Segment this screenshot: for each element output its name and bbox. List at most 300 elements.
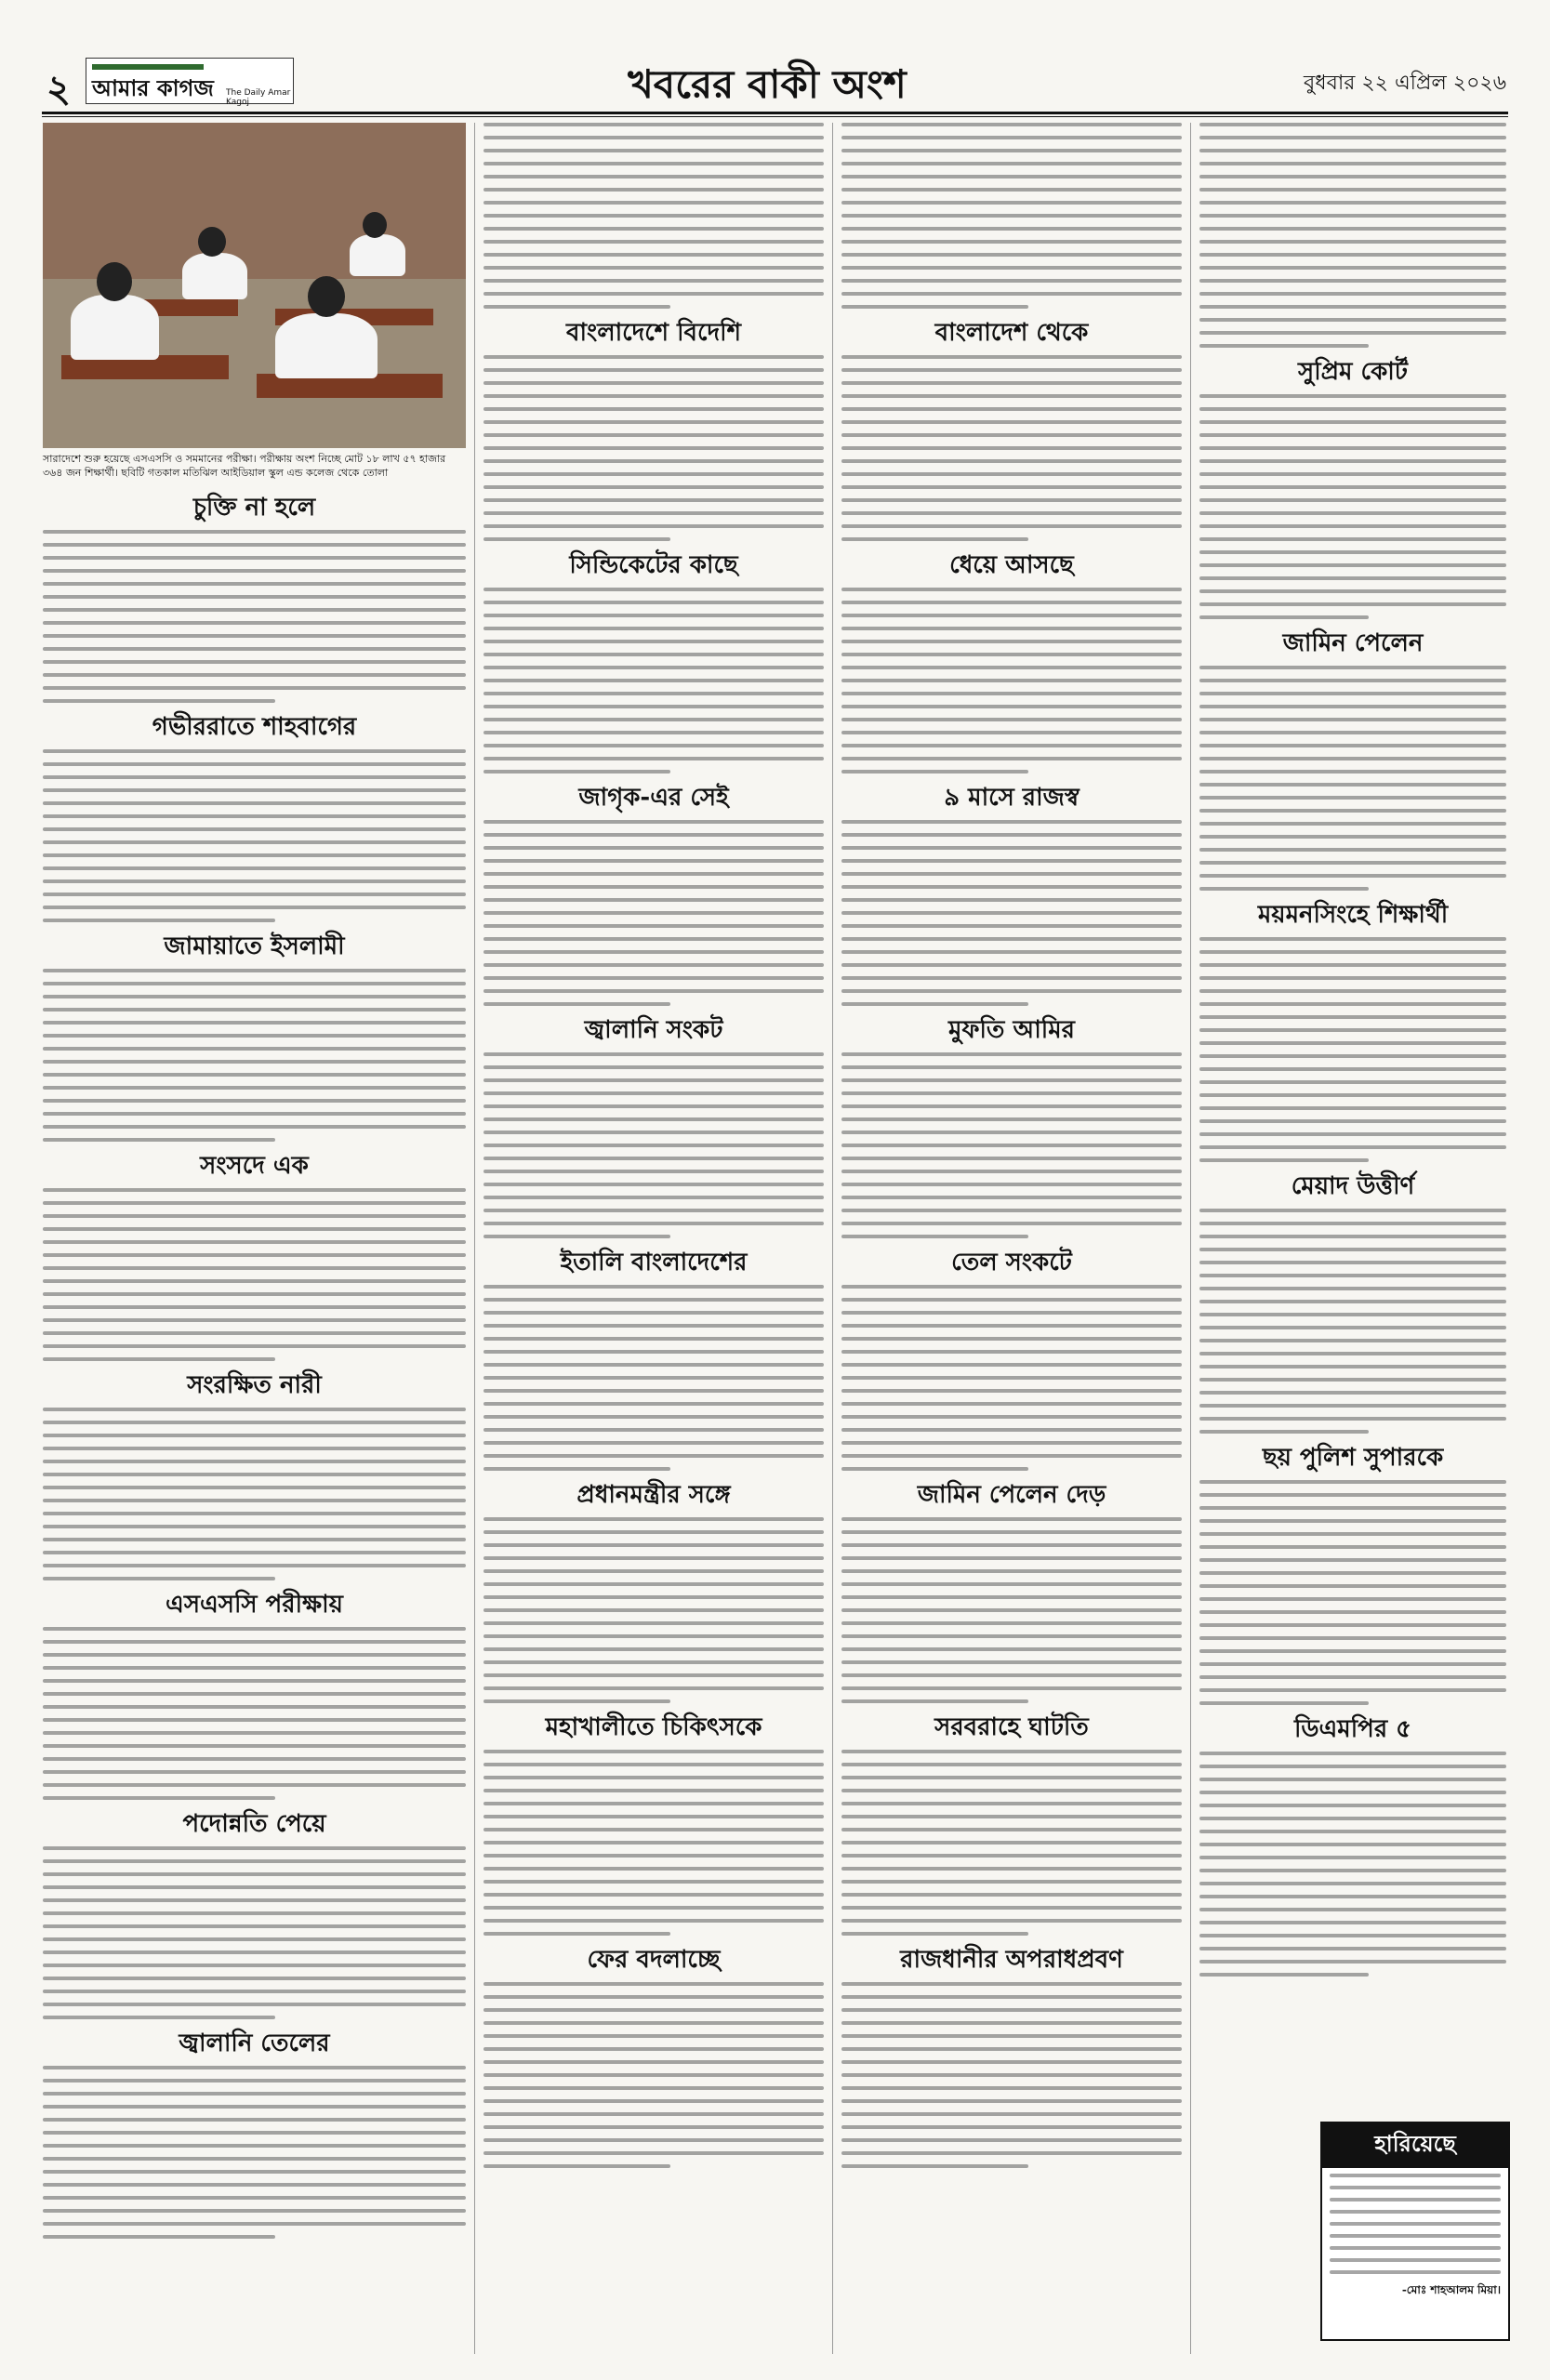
- text-line: [484, 1750, 824, 1753]
- text-line: [1199, 1830, 1506, 1833]
- article-column: [841, 123, 1182, 2354]
- text-line: [484, 627, 824, 630]
- article-text-lines: [1199, 666, 1506, 891]
- text-line: [841, 446, 1182, 450]
- article-headline: এসএসসি পরীক্ষায়: [166, 1591, 343, 1619]
- text-line: [841, 1235, 1028, 1238]
- article-headline: পদোন্নতি পেয়ে: [182, 1810, 326, 1838]
- text-line: [484, 537, 670, 541]
- text-line: [841, 2047, 1182, 2051]
- text-line: [1330, 2234, 1501, 2238]
- article-headline: ময়মনসিংহে শিক্ষার্থী: [1257, 901, 1449, 929]
- article-headline: প্রধানমন্ত্রীর সঙ্গে: [576, 1481, 731, 1509]
- text-line: [1199, 1132, 1506, 1136]
- text-line: [1330, 2258, 1501, 2262]
- text-line: [43, 827, 466, 831]
- text-line: [841, 2034, 1182, 2038]
- text-line: [1330, 2210, 1501, 2214]
- text-line: [43, 1473, 466, 1476]
- text-line: [1199, 1222, 1506, 1225]
- text-line: [484, 1065, 824, 1069]
- article: [484, 1945, 824, 2168]
- text-line: [1199, 1649, 1506, 1653]
- article-text-lines: [841, 588, 1182, 774]
- text-line: [841, 1932, 1028, 1936]
- text-line: [841, 2151, 1182, 2155]
- text-line: [1199, 1636, 1506, 1640]
- text-line: [43, 1499, 466, 1502]
- text-line: [841, 1582, 1182, 1586]
- article: [841, 550, 1182, 774]
- text-line: [1199, 485, 1506, 489]
- text-line: [1199, 1480, 1506, 1484]
- text-line: [43, 2209, 466, 2213]
- text-line: [841, 744, 1182, 747]
- text-line: [1199, 989, 1506, 993]
- text-line: [43, 1731, 466, 1735]
- text-line: [1199, 1041, 1506, 1045]
- text-line: [841, 1117, 1182, 1121]
- article-text-lines: [841, 1517, 1182, 1703]
- text-line: [484, 1222, 824, 1225]
- text-line: [1199, 1908, 1506, 1911]
- text-line: [43, 1783, 466, 1787]
- text-line: [43, 1757, 466, 1761]
- text-line: [43, 2105, 466, 2109]
- text-line: [1199, 731, 1506, 734]
- text-line: [43, 1421, 466, 1424]
- text-line: [841, 1104, 1182, 1108]
- article-text-lines: [1199, 1752, 1506, 1977]
- text-line: [484, 188, 824, 192]
- text-line: [43, 569, 466, 573]
- article-text-lines: [43, 530, 466, 703]
- text-line: [43, 595, 466, 599]
- text-line: [484, 1660, 824, 1664]
- text-line: [484, 666, 824, 669]
- text-line: [841, 1906, 1182, 1910]
- article: [43, 1809, 466, 2019]
- photo-caption: সারাদেশে শুরু হয়েছে এসএসসি ও সমমানের পরীক্ষা। পরীক্ষায় অংশ নিচ্ছে মোট ১৮ লাখ ৫৭ হাজার ৩৬৪ জন শিক্ষার্থী। ছবিটি গতকাল মতিঝিল আইডিয়াল স্কুল এন্ড কলেজ থেকে তোলা: [43, 453, 446, 479]
- text-line: [484, 989, 824, 993]
- photo-student: [71, 295, 159, 360]
- text-line: [484, 950, 824, 954]
- text-line: [484, 2164, 670, 2168]
- text-line: [484, 420, 824, 424]
- text-line: [43, 2144, 466, 2148]
- text-line: [841, 833, 1182, 837]
- text-line: [1199, 887, 1369, 891]
- text-line: [43, 982, 466, 985]
- text-line: [43, 995, 466, 998]
- text-line: [484, 1144, 824, 1147]
- text-line: [43, 1679, 466, 1683]
- article: [1199, 357, 1506, 619]
- text-line: [43, 749, 466, 753]
- article-text-lines: [484, 123, 824, 309]
- article: [484, 123, 824, 309]
- text-line: [484, 859, 824, 863]
- text-line: [1199, 162, 1506, 165]
- text-line: [1199, 1973, 1369, 1977]
- column-divider: [474, 123, 475, 2354]
- text-line: [43, 1692, 466, 1696]
- text-line: [841, 1209, 1182, 1212]
- text-line: [1199, 305, 1506, 309]
- text-line: [841, 1311, 1182, 1315]
- text-line: [43, 762, 466, 766]
- text-line: [484, 2086, 824, 2090]
- text-line: [1199, 123, 1506, 126]
- text-line: [43, 2003, 466, 2006]
- text-line: [484, 924, 824, 928]
- text-line: [1199, 446, 1506, 450]
- article-text-lines: [484, 355, 824, 541]
- text-line: [43, 634, 466, 638]
- text-line: [484, 1995, 824, 1999]
- article-headline: মেয়াদ উত্তীর্ণ: [1291, 1172, 1415, 1200]
- text-line: [841, 1389, 1182, 1393]
- article: [484, 1015, 824, 1238]
- text-line: [43, 906, 466, 909]
- text-line: [1199, 253, 1506, 257]
- text-line: [841, 820, 1182, 824]
- text-line: [484, 1196, 824, 1199]
- article-column: [43, 483, 466, 2347]
- text-line: [841, 718, 1182, 721]
- text-line: [1199, 1752, 1506, 1755]
- text-line: [484, 2021, 824, 2025]
- text-line: [43, 1898, 466, 1902]
- text-line: [841, 679, 1182, 682]
- text-line: [1199, 576, 1506, 580]
- text-line: [841, 1854, 1182, 1858]
- text-line: [43, 2118, 466, 2122]
- text-line: [43, 1008, 466, 1012]
- text-line: [841, 2125, 1182, 2129]
- article: [484, 1712, 824, 1936]
- text-line: [484, 1363, 824, 1367]
- text-line: [43, 1796, 275, 1800]
- text-line: [484, 305, 670, 309]
- text-line: [43, 1653, 466, 1657]
- text-line: [1199, 511, 1506, 515]
- text-line: [1199, 809, 1506, 813]
- text-line: [1199, 1119, 1506, 1123]
- text-line: [484, 1608, 824, 1612]
- text-line: [1199, 1519, 1506, 1523]
- text-line: [841, 2008, 1182, 2012]
- masthead-logo: [86, 58, 294, 107]
- text-line: [841, 872, 1182, 876]
- text-line: [43, 1253, 466, 1257]
- text-line: [43, 840, 466, 844]
- text-line: [484, 355, 824, 359]
- text-line: [1199, 524, 1506, 528]
- text-line: [1199, 1688, 1506, 1692]
- text-line: [484, 149, 824, 152]
- text-line: [841, 1647, 1182, 1651]
- text-line: [841, 407, 1182, 411]
- text-line: [1199, 214, 1506, 218]
- article-column: [484, 123, 824, 2354]
- text-line: [43, 647, 466, 651]
- text-line: [1199, 1339, 1506, 1342]
- text-line: [43, 1138, 275, 1142]
- text-line: [43, 1627, 466, 1631]
- text-line: [484, 757, 824, 760]
- text-line: [484, 2060, 824, 2064]
- article: [484, 1480, 824, 1703]
- text-line: [1199, 1391, 1506, 1395]
- text-line: [484, 2112, 824, 2116]
- article-headline: জ্বালানি সংকট: [584, 1016, 723, 1044]
- article-headline: ডিএমপির ৫: [1293, 1715, 1412, 1743]
- article: [1199, 628, 1506, 891]
- article: [841, 1248, 1182, 1471]
- text-line: [484, 1311, 824, 1315]
- text-line: [43, 801, 466, 805]
- text-line: [43, 1512, 466, 1515]
- text-line: [1199, 1352, 1506, 1355]
- text-line: [1199, 848, 1506, 852]
- text-line: [43, 879, 466, 883]
- article-text-lines: [1199, 1209, 1506, 1434]
- text-line: [841, 627, 1182, 630]
- article-text-lines: [1199, 394, 1506, 619]
- photo-student-head: [97, 262, 132, 301]
- text-line: [484, 976, 824, 980]
- text-line: [484, 833, 824, 837]
- text-line: [43, 660, 466, 664]
- text-line: [1330, 2174, 1501, 2177]
- text-line: [484, 1209, 824, 1212]
- text-line: [43, 2157, 466, 2161]
- text-line: [484, 279, 824, 283]
- text-line: [43, 1640, 466, 1644]
- article: [841, 1480, 1182, 1703]
- text-line: [484, 240, 824, 244]
- text-line: [43, 2183, 466, 2187]
- text-line: [43, 582, 466, 586]
- text-line: [43, 1099, 466, 1103]
- text-line: [841, 2073, 1182, 2077]
- text-line: [841, 1052, 1182, 1056]
- text-line: [43, 788, 466, 792]
- text-line: [43, 969, 466, 972]
- text-line: [43, 1266, 466, 1270]
- text-line: [43, 1047, 466, 1051]
- text-line: [841, 123, 1182, 126]
- text-line: [1199, 1287, 1506, 1290]
- text-line: [1199, 1015, 1506, 1019]
- text-line: [841, 162, 1182, 165]
- text-line: [841, 136, 1182, 139]
- article-text-lines: [484, 1750, 824, 1936]
- text-line: [43, 2235, 275, 2239]
- article-text-lines: [841, 1285, 1182, 1471]
- text-line: [484, 394, 824, 398]
- text-line: [43, 1240, 466, 1244]
- article-headline: তেল সংকটে: [951, 1249, 1072, 1276]
- text-line: [484, 1078, 824, 1082]
- text-line: [484, 1389, 824, 1393]
- article-text-lines: [484, 1982, 824, 2168]
- article-text-lines: [43, 749, 466, 922]
- text-line: [484, 472, 824, 476]
- text-line: [484, 1157, 824, 1160]
- text-line: [43, 1770, 466, 1774]
- text-line: [484, 1789, 824, 1792]
- masthead-english-title: The Daily Amar Kagoj: [226, 88, 291, 107]
- text-line: [484, 1543, 824, 1547]
- text-line: [841, 1569, 1182, 1573]
- text-line: [841, 175, 1182, 178]
- text-line: [484, 123, 824, 126]
- text-line: [43, 1331, 466, 1335]
- text-line: [841, 757, 1182, 760]
- text-line: [484, 846, 824, 850]
- text-line: [841, 2112, 1182, 2116]
- article: [841, 318, 1182, 541]
- text-line: [841, 2021, 1182, 2025]
- text-line: [1199, 188, 1506, 192]
- text-line: [484, 2073, 824, 2077]
- text-line: [1199, 1067, 1506, 1071]
- text-line: [43, 1577, 275, 1580]
- lost-notice-box: [1320, 2122, 1510, 2341]
- text-line: [484, 614, 824, 617]
- text-line: [43, 1408, 466, 1411]
- article-text-lines: [484, 820, 824, 1006]
- text-line: [1199, 344, 1369, 348]
- text-line: [1199, 615, 1369, 619]
- text-line: [841, 989, 1182, 993]
- article: [841, 1015, 1182, 1238]
- text-line: [841, 1350, 1182, 1354]
- header-rule: [42, 112, 1508, 114]
- text-line: [841, 1222, 1182, 1225]
- article-text-lines: [43, 1188, 466, 1361]
- text-line: [841, 950, 1182, 954]
- text-line: [1199, 1378, 1506, 1382]
- text-line: [484, 1906, 824, 1910]
- text-line: [1199, 318, 1506, 322]
- text-line: [43, 2170, 466, 2174]
- text-line: [841, 885, 1182, 889]
- text-line: [841, 1776, 1182, 1779]
- text-line: [43, 530, 466, 534]
- text-line: [841, 1065, 1182, 1069]
- text-line: [841, 1841, 1182, 1844]
- text-line: [1199, 1934, 1506, 1937]
- text-line: [484, 653, 824, 656]
- article: [484, 783, 824, 1006]
- text-line: [841, 1595, 1182, 1599]
- text-line: [484, 718, 824, 721]
- text-line: [484, 253, 824, 257]
- text-line: [43, 1937, 466, 1941]
- text-line: [841, 394, 1182, 398]
- text-line: [1199, 937, 1506, 941]
- text-line: [841, 188, 1182, 192]
- text-line: [841, 1130, 1182, 1134]
- text-line: [1199, 1675, 1506, 1679]
- text-line: [1199, 1365, 1506, 1368]
- text-line: [484, 872, 824, 876]
- text-line: [43, 1718, 466, 1722]
- article-headline: জামিন পেলেন: [1282, 629, 1424, 657]
- text-line: [484, 937, 824, 941]
- text-line: [43, 1021, 466, 1025]
- text-line: [1199, 240, 1506, 244]
- article: [484, 318, 824, 541]
- text-line: [43, 919, 275, 922]
- text-line: [841, 859, 1182, 863]
- text-line: [43, 1990, 466, 1993]
- text-line: [43, 1859, 466, 1863]
- text-line: [484, 162, 824, 165]
- text-line: [484, 1441, 824, 1445]
- text-line: [484, 1530, 824, 1534]
- text-line: [841, 1337, 1182, 1341]
- text-line: [1199, 1532, 1506, 1536]
- text-line: [484, 1686, 824, 1690]
- text-line: [484, 679, 824, 682]
- text-line: [1199, 459, 1506, 463]
- text-line: [43, 866, 466, 870]
- text-line: [43, 1551, 466, 1554]
- text-line: [43, 1279, 466, 1283]
- text-line: [841, 937, 1182, 941]
- text-line: [1199, 1080, 1506, 1084]
- text-line: [484, 1932, 670, 1936]
- article: [1199, 1443, 1506, 1705]
- article-headline: সিন্ডিকেটের কাছে: [569, 551, 738, 579]
- text-line: [43, 1885, 466, 1889]
- text-line: [1199, 705, 1506, 708]
- article-text-lines: [841, 355, 1182, 541]
- text-line: [1199, 1895, 1506, 1898]
- text-line: [1199, 331, 1506, 335]
- text-line: [841, 1699, 1028, 1703]
- text-line: [484, 433, 824, 437]
- text-line: [1199, 1804, 1506, 1807]
- text-line: [43, 1486, 466, 1489]
- text-line: [841, 666, 1182, 669]
- text-line: [1199, 1274, 1506, 1277]
- text-line: [484, 1867, 824, 1871]
- text-line: [484, 1595, 824, 1599]
- article: [43, 932, 466, 1142]
- text-line: [484, 1673, 824, 1677]
- text-line: [484, 485, 824, 489]
- article-text-lines: [841, 1982, 1182, 2168]
- text-line: [1199, 1209, 1506, 1212]
- article: [43, 493, 466, 703]
- text-line: [43, 1977, 466, 1980]
- text-line: [43, 2079, 466, 2082]
- text-line: [43, 814, 466, 818]
- text-line: [43, 1344, 466, 1348]
- text-line: [43, 608, 466, 612]
- text-line: [484, 446, 824, 450]
- text-line: [841, 1608, 1182, 1612]
- text-line: [1199, 589, 1506, 593]
- text-line: [43, 853, 466, 857]
- text-line: [1199, 1882, 1506, 1885]
- text-line: [841, 459, 1182, 463]
